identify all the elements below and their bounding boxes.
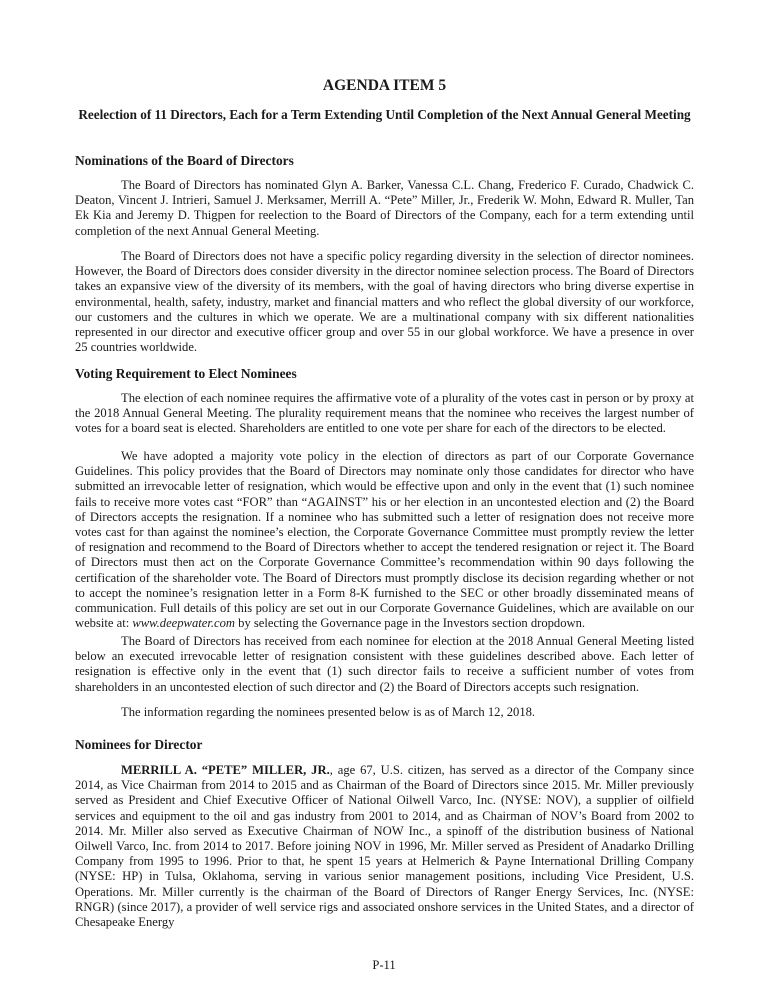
- paragraph-nominee-bio: MERRILL A. “PETE” MILLER, JR., age 67, U.S. citizen, has served as a director of the Company since 2014, as Vice Chairman from 2014 to 2015 and as Chairman of the Board of Directors since 2015. Mr. Miller previously served as President and Chief Executive Officer of National Oilwell Varco, Inc. (NYSE: NOV), a supplier of oilfield services and equipment to the oil and gas industry from 2001 to 2014, and as Chairman of NOV’s Board from 2002 to 2014. Mr. Miller also served as Executive Chairman of NOW Inc., a spinoff of the distribution business of National Oilwell Varco, Inc. from 2014 to 2017. Before joining NOV in 1996, Mr. Miller served as President of Anadarko Drilling Company from 1995 to 1996. Prior to that, he spent 15 years at Helmerich & Payne International Drilling Company (NYSE: HP) in Tulsa, Oklahoma, serving in various senior management positions, including Vice President, U.S. Operations. Mr. Miller currently is the chairman of the Board of Directors of Ranger Energy Services, Inc. (NYSE: RNGR) (since 2017), a provider of well service rigs and associated onshore services in the United States, and a director of Chesapeake Energy: [75, 763, 694, 930]
- agenda-subtitle: Reelection of 11 Directors, Each for a Term Extending Until Completion of the Next Annual General Meeting: [78, 107, 691, 122]
- paragraph-diversity: The Board of Directors does not have a specific policy regarding diversity in the selection of director nominees. However, the Board of Directors does consider diversity in the director nominee selection process. The Board of Directors takes an expansive view of the diversity of its members, with the goal of having directors who bring diverse expertise in environmental, health, safety, industry, market and financial matters and who reflect the global diversity of our workforce, our customers and the cultures in which we operate. We are a multinational company with six different nationalities represented in our director and executive officer group and over 55 in our global workforce. We have a presence in over 25 countries worldwide.: [75, 249, 694, 355]
- paragraph-resignation-letters: The Board of Directors has received from each nominee for election at the 2018 Annual General Meeting listed below an executed irrevocable letter of resignation consistent with these guidelines described above. Each letter of resignation is effective only in the event that (1) such director fails to receive a sufficient number of votes from shareholders in an uncontested election of such director and (2) the Board of Directors accepts such resignation.: [75, 634, 694, 694]
- nominee-name: MERRILL A. “PETE” MILLER, JR.: [121, 763, 330, 777]
- section-heading-voting: Voting Requirement to Elect Nominees: [75, 366, 297, 381]
- paragraph-nominees-list: The Board of Directors has nominated Glyn A. Barker, Vanessa C.L. Chang, Frederico F. Curado, Chadwick C. Deaton, Vincent J. Intrieri, Samuel J. Merksamer, Merrill A. “Pete” Miller, Jr., Frederik W. Mohn, Edward R. Muller, Tan Ek Kia and Jeremy D. Thigpen for reelection to the Board of Directors of the Company, each for a term extending until completion of the next Annual General Meeting.: [75, 178, 694, 238]
- section-heading-nominees: Nominees for Director: [75, 737, 203, 752]
- paragraph-info-date: The information regarding the nominees presented below is as of March 12, 2018.: [121, 705, 536, 719]
- paragraph-plurality: The election of each nominee requires the affirmative vote of a plurality of the votes cast in person or by proxy at the 2018 Annual General Meeting. The plurality requirement means that the nominee who receives the largest number of votes for a board seat is elected. Shareholders are entitled to one vote per share for each of the directors to be elected.: [75, 391, 694, 436]
- page-number: P-11: [372, 958, 396, 972]
- paragraph-majority-vote-policy: We have adopted a majority vote policy in the election of directors as part of our Corporate Governance Guidelines. This policy provides that the Board of Directors may nominate only those candidates for director who have submitted an irrevocable letter of resignation, which would be effective upon and only in the event that (1) such nominee fails to receive more votes cast “FOR” than “AGAINST” his or her election in an uncontested election and (2) the Board of Directors accepts the resignation. If a nominee who has submitted such a letter of resignation does not receive more votes cast for than against the nominee’s election, the Corporate Governance Committee must promptly review the letter of resignation and recommend to the Board of Directors whether to accept the tendered resignation or reject it. The Board of Directors must then act on the Corporate Governance Committee’s recommendation within 90 days following the certification of the shareholder vote. The Board of Directors must promptly disclose its decision regarding whether or not to accept the nominee’s resignation letter in a Form 8-K furnished to the SEC or other broadly disseminated means of communication. Full details of this policy are set out in our Corporate Governance Guidelines, which are available on our website at: www.deepwater.com by selecting the Governance page in the Investors section dropdown.: [75, 449, 694, 631]
- website-link[interactable]: www.deepwater.com: [132, 616, 235, 631]
- agenda-title: AGENDA ITEM 5: [322, 77, 447, 94]
- section-heading-nominations: Nominations of the Board of Directors: [75, 153, 294, 168]
